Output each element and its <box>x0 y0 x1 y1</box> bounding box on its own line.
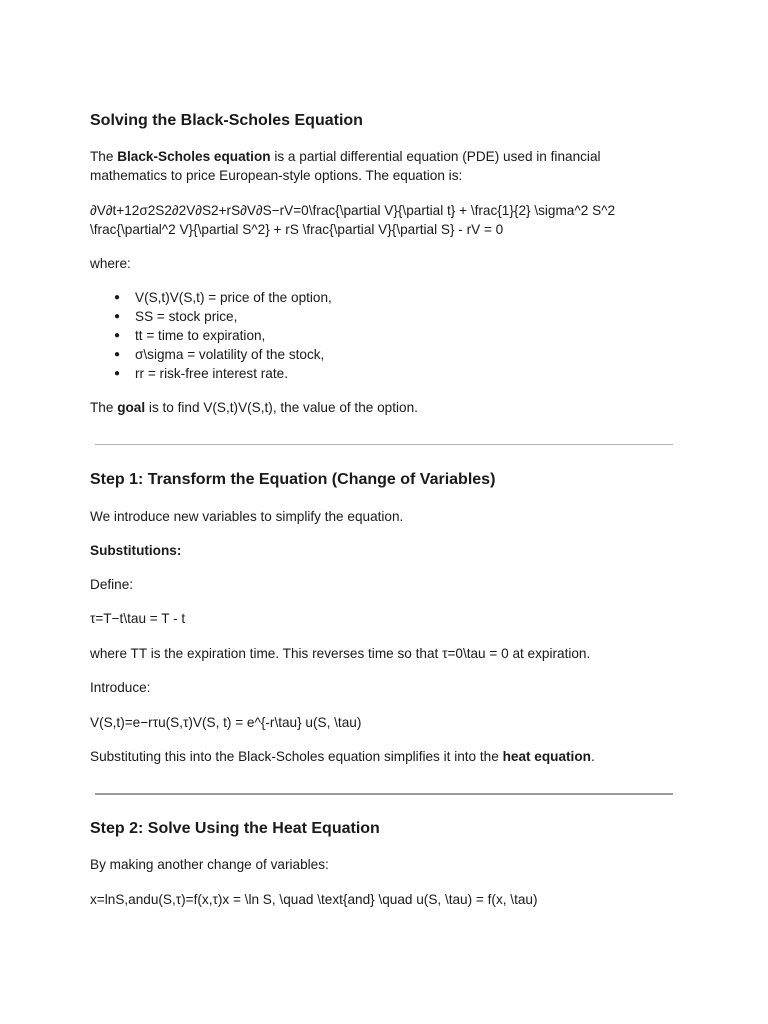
intro-text: The <box>90 149 118 164</box>
section-divider <box>95 444 673 445</box>
substitution-text: Substituting this into the Black-Scholes equation simplifies it into the <box>90 749 503 764</box>
bullet-icon: ● <box>114 368 121 379</box>
substitutions-bold: Substitutions: <box>90 543 182 558</box>
bullet-icon: ● <box>114 349 121 360</box>
list-item <box>90 345 332 364</box>
v-equation: V(S,t)=e−rτu(S,τ)V(S, t) = e^{-r\tau} u(S, \tau) <box>90 715 362 730</box>
variable-list <box>90 288 332 383</box>
page-title: Solving the Black-Scholes Equation <box>90 112 363 129</box>
equation-line1: ∂V∂t+12σ2S2∂2V∂S2+rS∂V∂S−rV=0\frac{\partial V}{\partial t} + \frac{1}{2} \sigma^2 S^2 <box>90 203 616 218</box>
step2-intro: By making another change of variables: <box>90 857 329 872</box>
step1-intro: We introduce new variables to simplify the equation. <box>90 509 404 524</box>
list-item-text: rr = risk-free interest rate. <box>135 366 288 381</box>
section-divider <box>95 793 673 795</box>
bullet-icon: ● <box>114 292 121 303</box>
goal-paragraph <box>90 398 418 417</box>
equation-line2: \frac{\partial^2 V}{\partial S^2} + rS \frac{\partial V}{\partial S} - rV = 0 <box>90 222 504 237</box>
bullet-icon: ● <box>114 330 121 341</box>
intro-paragraph-line2: mathematics to price European-style options. The equation is: <box>90 168 463 183</box>
list-item-text: SS = stock price, <box>135 309 238 324</box>
list-item <box>90 326 332 345</box>
list-item <box>90 288 332 307</box>
define-label: Define: <box>90 577 134 592</box>
goal-text: is to find V(S,t)V(S,t), the value of the option. <box>145 400 418 415</box>
goal-text: The <box>90 400 118 415</box>
heat-equation-term: heat equation <box>502 749 591 764</box>
tau-equation: τ=T−t\tau = T - t <box>90 611 186 626</box>
list-item-text: tt = time to expiration, <box>135 328 266 343</box>
step2-heading: Step 2: Solve Using the Heat Equation <box>90 820 380 837</box>
list-item-text: σ\sigma = volatility of the stock, <box>135 347 325 362</box>
substitution-text: . <box>590 749 595 764</box>
x-equation: x=lnS,andu(S,τ)=f(x,τ)x = \ln S, \quad \text{and} \quad u(S, \tau) = f(x, \tau) <box>90 892 538 907</box>
step1-heading: Step 1: Transform the Equation (Change of Variables) <box>90 471 496 488</box>
substitutions-label <box>90 541 181 560</box>
expiration-note: where TT is the expiration time. This reverses time so that τ=0\tau = 0 at expiration. <box>90 646 591 661</box>
introduce-label: Introduce: <box>90 680 151 695</box>
goal-bold-term: goal <box>117 400 146 415</box>
where-label: where: <box>90 256 131 271</box>
intro-paragraph-line1 <box>90 147 601 166</box>
intro-bold-term: Black-Scholes equation <box>117 149 271 164</box>
intro-text: is a partial differential equation (PDE) used in financial <box>270 149 601 164</box>
list-item-text: V(S,t)V(S,t) = price of the option, <box>135 290 332 305</box>
bullet-icon: ● <box>114 311 121 322</box>
list-item <box>90 364 332 383</box>
substitution-paragraph <box>90 747 595 766</box>
list-item <box>90 307 332 326</box>
